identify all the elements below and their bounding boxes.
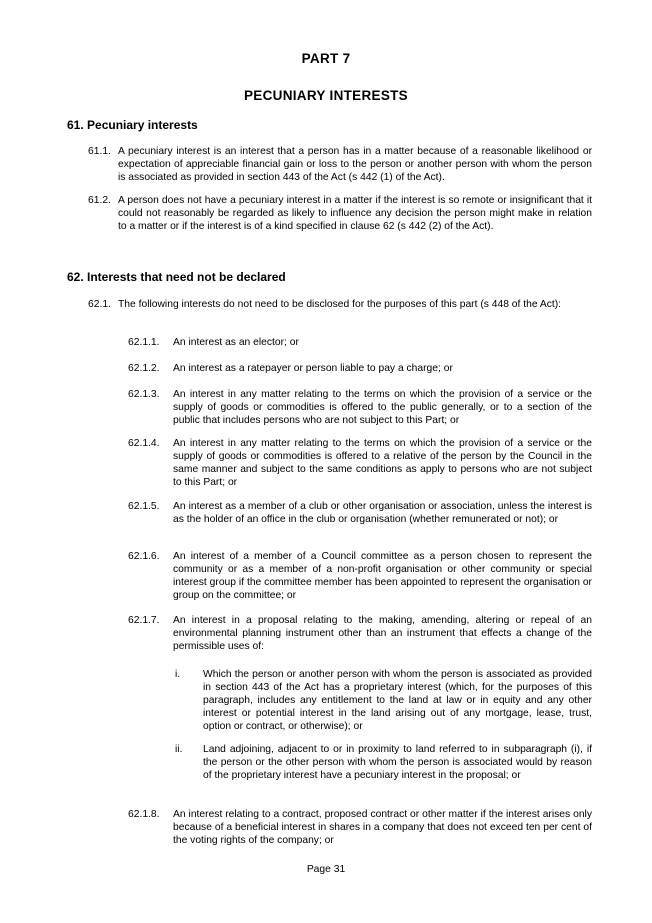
clause-62-1-3 (128, 388, 592, 427)
section-62-heading: 62. Interests that need not be declared (67, 270, 286, 284)
part-title: PECUNIARY INTERESTS (244, 88, 408, 103)
clause-text: An interest in any matter relating to the terms on which the provision of a service or the supply of goods or commodities is offered to a relative of the person by the Council in the same manner and subject to the same conditions as apply to persons who are not subject to this Part; or (173, 438, 592, 489)
clause-text: An interest as a ratepayer or person liable to pay a charge; or (173, 363, 453, 374)
clause-62-1-1 (128, 336, 592, 349)
clause-text: An interest in any matter relating to the terms on which the provision of a service or the supply of goods or commodities is offered to the public generally, or to a section of the public that includes persons who are not subject to this Part; or (173, 389, 592, 427)
clause-number: 61.1. (88, 146, 111, 157)
clause-number: 62.1.7. (128, 615, 160, 626)
clause-62-1-2 (128, 362, 592, 375)
section-61-heading: 61. Pecuniary interests (67, 118, 198, 132)
clause-62-1-8 (128, 808, 592, 847)
clause-number: 62.1.8. (128, 809, 160, 820)
part-heading: PART 7 (301, 51, 351, 66)
subclause-i (175, 668, 592, 733)
clause-text: A pecuniary interest is an interest that a person has in a matter because of a reasonable likelihood or expectation of appreciable financial gain or loss to the person or another person with whom the person is associated as provided in section 443 of the Act (s 442 (1) of the Act). (118, 146, 592, 184)
clause-61-1 (88, 145, 592, 184)
subclause-ii (175, 743, 592, 782)
clause-number: 62.1.6. (128, 551, 160, 562)
clause-text: An interest relating to a contract, proposed contract or other matter if the interest arises only because of a beneficial interest in shares in a company that does not exceed ten per cent of the voting rights of the company; or (173, 809, 592, 847)
clause-number: 62.1.3. (128, 389, 160, 400)
clause-61-2 (88, 194, 592, 233)
subclause-number: i. (175, 669, 181, 680)
clause-text: An interest of a member of a Council committee as a person chosen to represent the community or as a member of a non-profit organisation or other community or special interest group if the committee member has been appointed to represent the organisation or group on the committee; or (173, 551, 592, 602)
clause-number: 62.1.5. (128, 501, 160, 512)
clause-text: An interest as a member of a club or other organisation or association, unless the interest is as the holder of an office in the club or organisation (whether remunerated or not); or (173, 501, 592, 526)
clause-62-1-7 (128, 614, 592, 653)
subclause-number: ii. (175, 744, 183, 755)
subclause-text: Which the person or another person with whom the person is associated as provided in section 443 of the Act has a proprietary interest (which, for the purposes of this paragraph, includes any entitlement to the land at law or in equity and any other interest or potential interest in the land arising out of any mortgage, lease, trust, option or contract, or otherwise); or (203, 669, 592, 733)
clause-text: An interest in a proposal relating to the making, amending, altering or repeal of an environmental planning instrument other than an instrument that effects a change of the permissible uses of: (173, 615, 592, 653)
page-number: Page 31 (306, 864, 346, 875)
clause-number: 61.2. (88, 195, 111, 206)
subclause-text: Land adjoining, adjacent to or in proximity to land referred to in subparagraph (i), if the person or the other person with whom the person is associated would by reason of the proprietary interest have a pecuniary interest in the proposal; or (203, 744, 592, 782)
clause-text: The following interests do not need to be disclosed for the purposes of this part (s 448 of the Act): (118, 299, 562, 310)
clause-62-1-6 (128, 550, 592, 602)
clause-number: 62.1.1. (128, 337, 160, 348)
clause-number: 62.1. (88, 299, 111, 310)
clause-62-1-5 (128, 500, 592, 526)
clause-62-1 (88, 298, 592, 311)
clause-62-1-4 (128, 437, 592, 489)
clause-number: 62.1.2. (128, 363, 160, 374)
clause-text: A person does not have a pecuniary interest in a matter if the interest is so remote or insignificant that it could not reasonably be regarded as likely to influence any decision the person might make in relation to a matter or if the interest is of a kind specified in clause 62 (s 442 (2) of the Act). (118, 195, 592, 233)
clause-text: An interest as an elector; or (173, 337, 299, 348)
clause-number: 62.1.4. (128, 438, 160, 449)
